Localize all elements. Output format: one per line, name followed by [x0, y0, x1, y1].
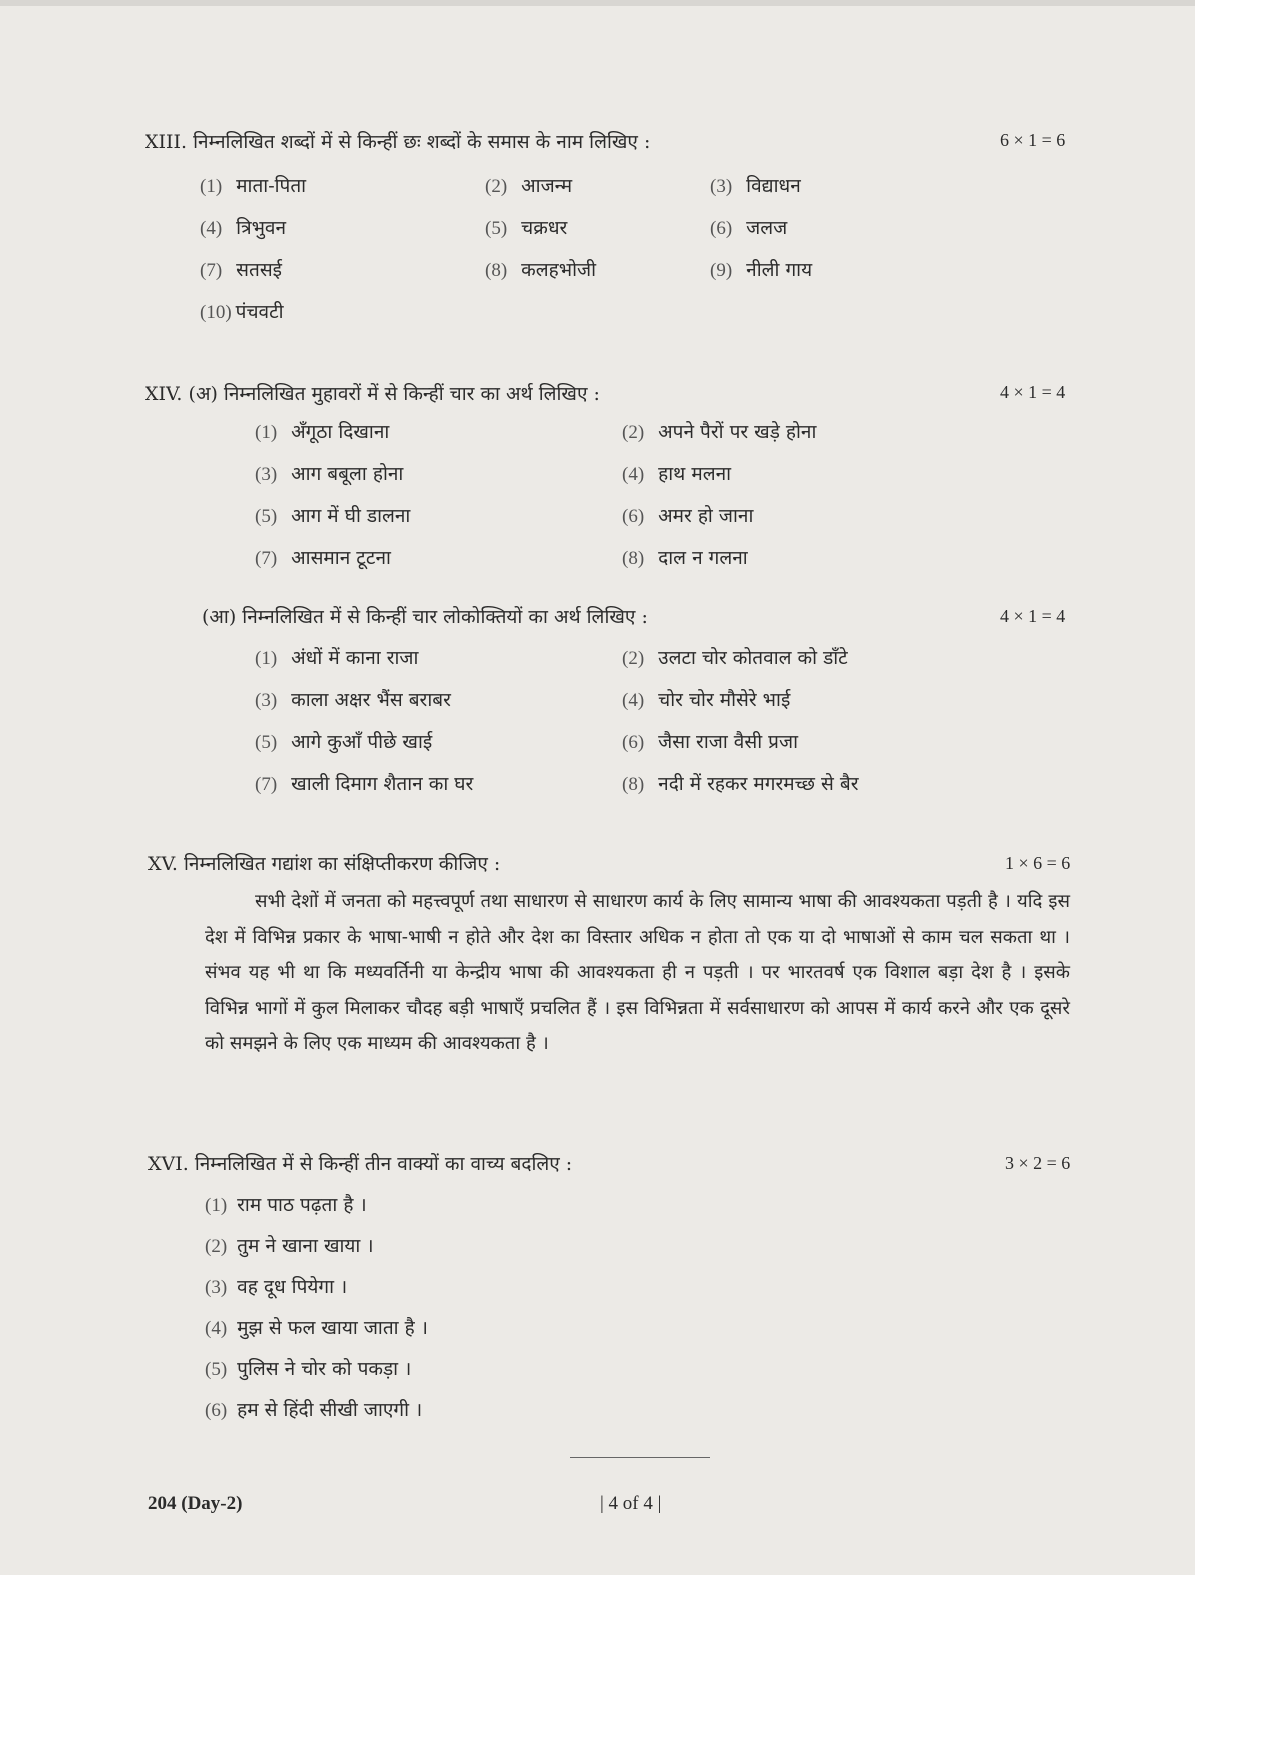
list-item: (6) हम से हिंदी सीखी जाएगी । — [205, 1399, 423, 1421]
question-15-text: निम्नलिखित गद्यांश का संक्षिप्तीकरण कीजिए : — [184, 853, 501, 875]
list-item: (10) पंचवटी — [200, 301, 284, 323]
question-14b-marks: 4 × 1 = 4 — [1000, 606, 1066, 626]
list-item: (1) राम पाठ पढ़ता है । — [205, 1194, 367, 1216]
question-14-heading — [145, 380, 600, 406]
list-item: (3) विद्याधन — [710, 175, 801, 197]
list-item: (1) अँगूठा दिखाना — [255, 421, 390, 443]
list-item: (8) नदी में रहकर मगरमच्छ से बैर — [622, 773, 859, 795]
list-item: (3) काला अक्षर भैंस बराबर — [255, 689, 451, 711]
list-item: (1) माता-पिता — [200, 175, 307, 197]
list-item: (4) चोर चोर मौसेरे भाई — [622, 689, 791, 711]
question-14-number: XIV. — [145, 383, 183, 405]
question-13-text: निम्नलिखित शब्दों में से किन्हीं छः शब्दों के समास के नाम लिखिए : — [193, 131, 651, 153]
paper-code: 204 (Day-2) — [148, 1493, 243, 1514]
list-item: (2) उलटा चोर कोतवाल को डाँटे — [622, 647, 848, 669]
list-item: (7) आसमान टूटना — [255, 547, 391, 569]
list-item: (1) अंधों में काना राजा — [255, 647, 419, 669]
list-item: (3) आग बबूला होना — [255, 463, 404, 485]
passage-paragraph: सभी देशों में जनता को महत्त्वपूर्ण तथा साधारण से साधारण कार्य के लिए सामान्य भाषा की आवश्यकता पड़ती है । यदि इस देश में विभिन्न प्रकार के भाषा-भाषी न होते और देश का विस्तार अधिक न होता तो एक या दो भाषाओं से काम चल सकता था । संभव यह भी था कि मध्यवर्तिनी या केन्द्रीय भाषा की आवश्यकता ही न पड़ती । पर भारतवर्ष एक विशाल बड़ा देश है । इसके विभिन्न भागों में कुल मिलाकर चौदह बड़ी भाषाएँ प्रचलित हैं । इस विभिन्नता में सर्वसाधारण को आपस में कार्य करने और एक दूसरे को समझने के लिए एक माध्यम की आवश्यकता है । — [205, 891, 1070, 1054]
list-item: (9) नीली गाय — [710, 259, 813, 281]
question-16-marks: 3 × 2 = 6 — [1005, 1153, 1071, 1173]
question-15-heading — [148, 850, 500, 876]
paper-top-edge — [0, 0, 1195, 6]
list-item: (4) मुझ से फल खाया जाता है । — [205, 1317, 428, 1339]
question-13-marks: 6 × 1 = 6 — [1000, 130, 1066, 150]
question-16-text: निम्नलिखित में से किन्हीं तीन वाक्यों का वाच्य बदलिए : — [194, 1153, 573, 1175]
question-14a-marks: 4 × 1 = 4 — [1000, 382, 1066, 402]
list-item: (7) खाली दिमाग शैतान का घर — [255, 773, 474, 795]
list-item: (5) आग में घी डालना — [255, 505, 411, 527]
question-14a-text: (अ) निम्नलिखित मुहावरों में से किन्हीं चार का अर्थ लिखिए : — [188, 383, 600, 405]
list-item: (6) अमर हो जाना — [622, 505, 754, 527]
question-15-number: XV. — [148, 853, 178, 875]
list-item: (6) जलज — [710, 217, 788, 239]
list-item: (7) सतसई — [200, 259, 283, 281]
end-divider — [570, 1457, 710, 1458]
question-16-heading — [148, 1150, 572, 1176]
list-item: (3) वह दूध पियेगा । — [205, 1276, 348, 1298]
list-item: (2) तुम ने खाना खाया । — [205, 1235, 374, 1257]
list-item: (5) आगे कुआँ पीछे खाई — [255, 731, 433, 753]
list-item: (6) जैसा राजा वैसी प्रजा — [622, 731, 799, 753]
question-13-heading — [145, 128, 650, 154]
list-item: (5) चक्रधर — [485, 217, 568, 239]
list-item: (2) आजन्म — [485, 175, 573, 197]
list-item: (5) पुलिस ने चोर को पकड़ा । — [205, 1358, 412, 1380]
list-item: (4) त्रिभुवन — [200, 217, 287, 239]
list-item: (8) दाल न गलना — [622, 547, 748, 569]
list-item: (2) अपने पैरों पर खड़े होना — [622, 421, 817, 443]
question-16-number: XVI. — [148, 1153, 189, 1175]
list-item: (8) कलहभोजी — [485, 259, 597, 281]
question-14b-heading: (आ) निम्नलिखित में से किन्हीं चार लोकोक्तियों का अर्थ लिखिए : — [202, 606, 648, 628]
question-15-marks: 1 × 6 = 6 — [1005, 853, 1071, 873]
question-13-number: XIII. — [145, 131, 188, 153]
list-item: (4) हाथ मलना — [622, 463, 732, 485]
page-number: | 4 of 4 | — [600, 1493, 662, 1514]
